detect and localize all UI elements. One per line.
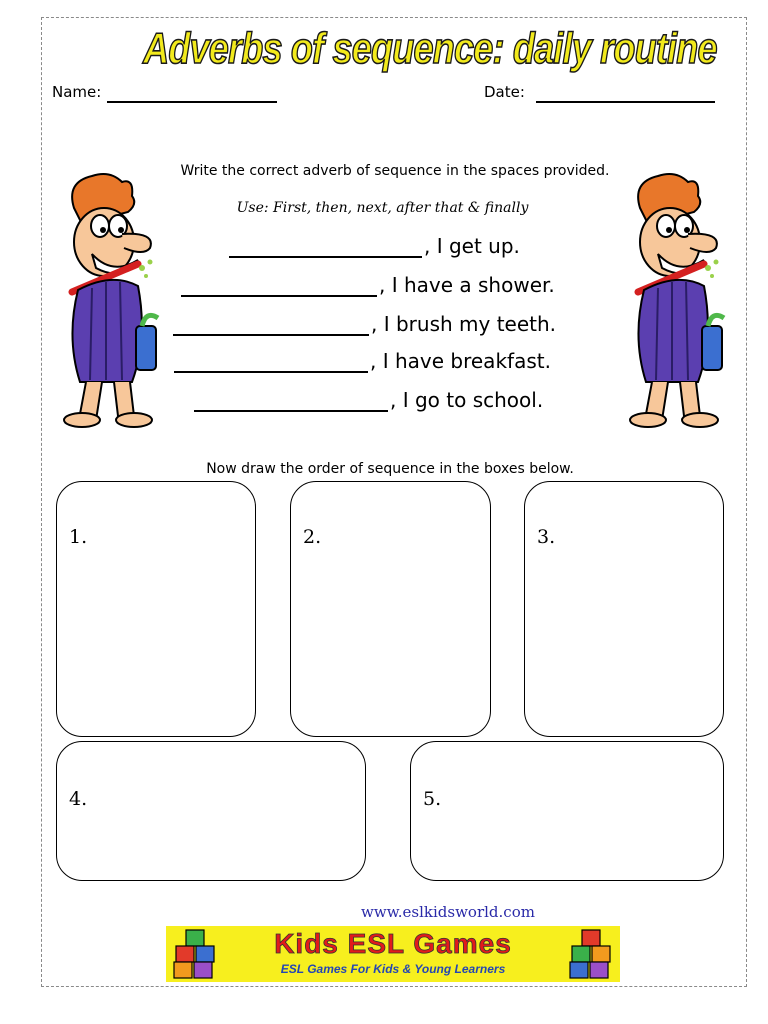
use-hint: Use: First, then, next, after that & finally bbox=[236, 200, 529, 216]
banner-subtitle: ESL Games For Kids & Young Learners bbox=[280, 962, 506, 976]
drawing-box-1[interactable] bbox=[56, 481, 256, 737]
answer-blank-5[interactable] bbox=[194, 410, 388, 412]
date-label: Date: bbox=[484, 83, 525, 101]
sentence-3 bbox=[173, 312, 556, 336]
boy-brushing-teeth-illustration-right bbox=[618, 168, 730, 430]
sentence-text-3: , I brush my teeth. bbox=[371, 312, 557, 336]
answer-blank-2[interactable] bbox=[181, 295, 377, 297]
kids-esl-games-banner[interactable] bbox=[166, 926, 620, 982]
drawing-box-4[interactable] bbox=[56, 741, 366, 881]
sentence-text-4: , I have breakfast. bbox=[370, 349, 551, 373]
box-number-2: 2. bbox=[303, 526, 322, 548]
banner-title: Kids ESL Games bbox=[274, 928, 512, 959]
boy-brushing-teeth-icon bbox=[630, 174, 724, 427]
answer-blank-1[interactable] bbox=[229, 256, 422, 258]
sentence-text-5: , I go to school. bbox=[390, 388, 544, 412]
boy-brushing-teeth-icon bbox=[64, 174, 158, 427]
instruction-text: Write the correct adverb of sequence in the spaces provided. bbox=[180, 163, 610, 179]
boy-brushing-teeth-illustration-left bbox=[52, 168, 164, 430]
box-number-4: 4. bbox=[69, 788, 88, 810]
drawing-box-2[interactable] bbox=[290, 481, 491, 737]
sentence-2 bbox=[181, 273, 555, 297]
drawing-box-3[interactable] bbox=[524, 481, 724, 737]
date-field[interactable] bbox=[536, 101, 715, 103]
answer-blank-4[interactable] bbox=[174, 371, 368, 373]
box-number-1: 1. bbox=[69, 526, 88, 548]
drawing-box-5[interactable] bbox=[410, 741, 724, 881]
name-label: Name: bbox=[52, 83, 102, 101]
sentence-text-2: , I have a shower. bbox=[379, 273, 555, 297]
answer-blank-3[interactable] bbox=[173, 334, 369, 336]
toy-blocks-icon bbox=[172, 928, 222, 980]
toy-blocks-icon bbox=[566, 928, 616, 980]
sentence-1 bbox=[229, 234, 520, 258]
sentence-5 bbox=[194, 388, 543, 412]
worksheet-title: Adverbs of sequence: daily routine bbox=[143, 24, 717, 73]
name-field[interactable] bbox=[107, 101, 277, 103]
draw-instruction-text: Now draw the order of sequence in the boxes below. bbox=[206, 461, 574, 477]
box-number-5: 5. bbox=[423, 788, 442, 810]
website-url[interactable]: www.eslkidsworld.com bbox=[361, 903, 535, 921]
sentence-text-1: , I get up. bbox=[424, 234, 520, 258]
sentence-4 bbox=[174, 349, 551, 373]
box-number-3: 3. bbox=[537, 526, 556, 548]
